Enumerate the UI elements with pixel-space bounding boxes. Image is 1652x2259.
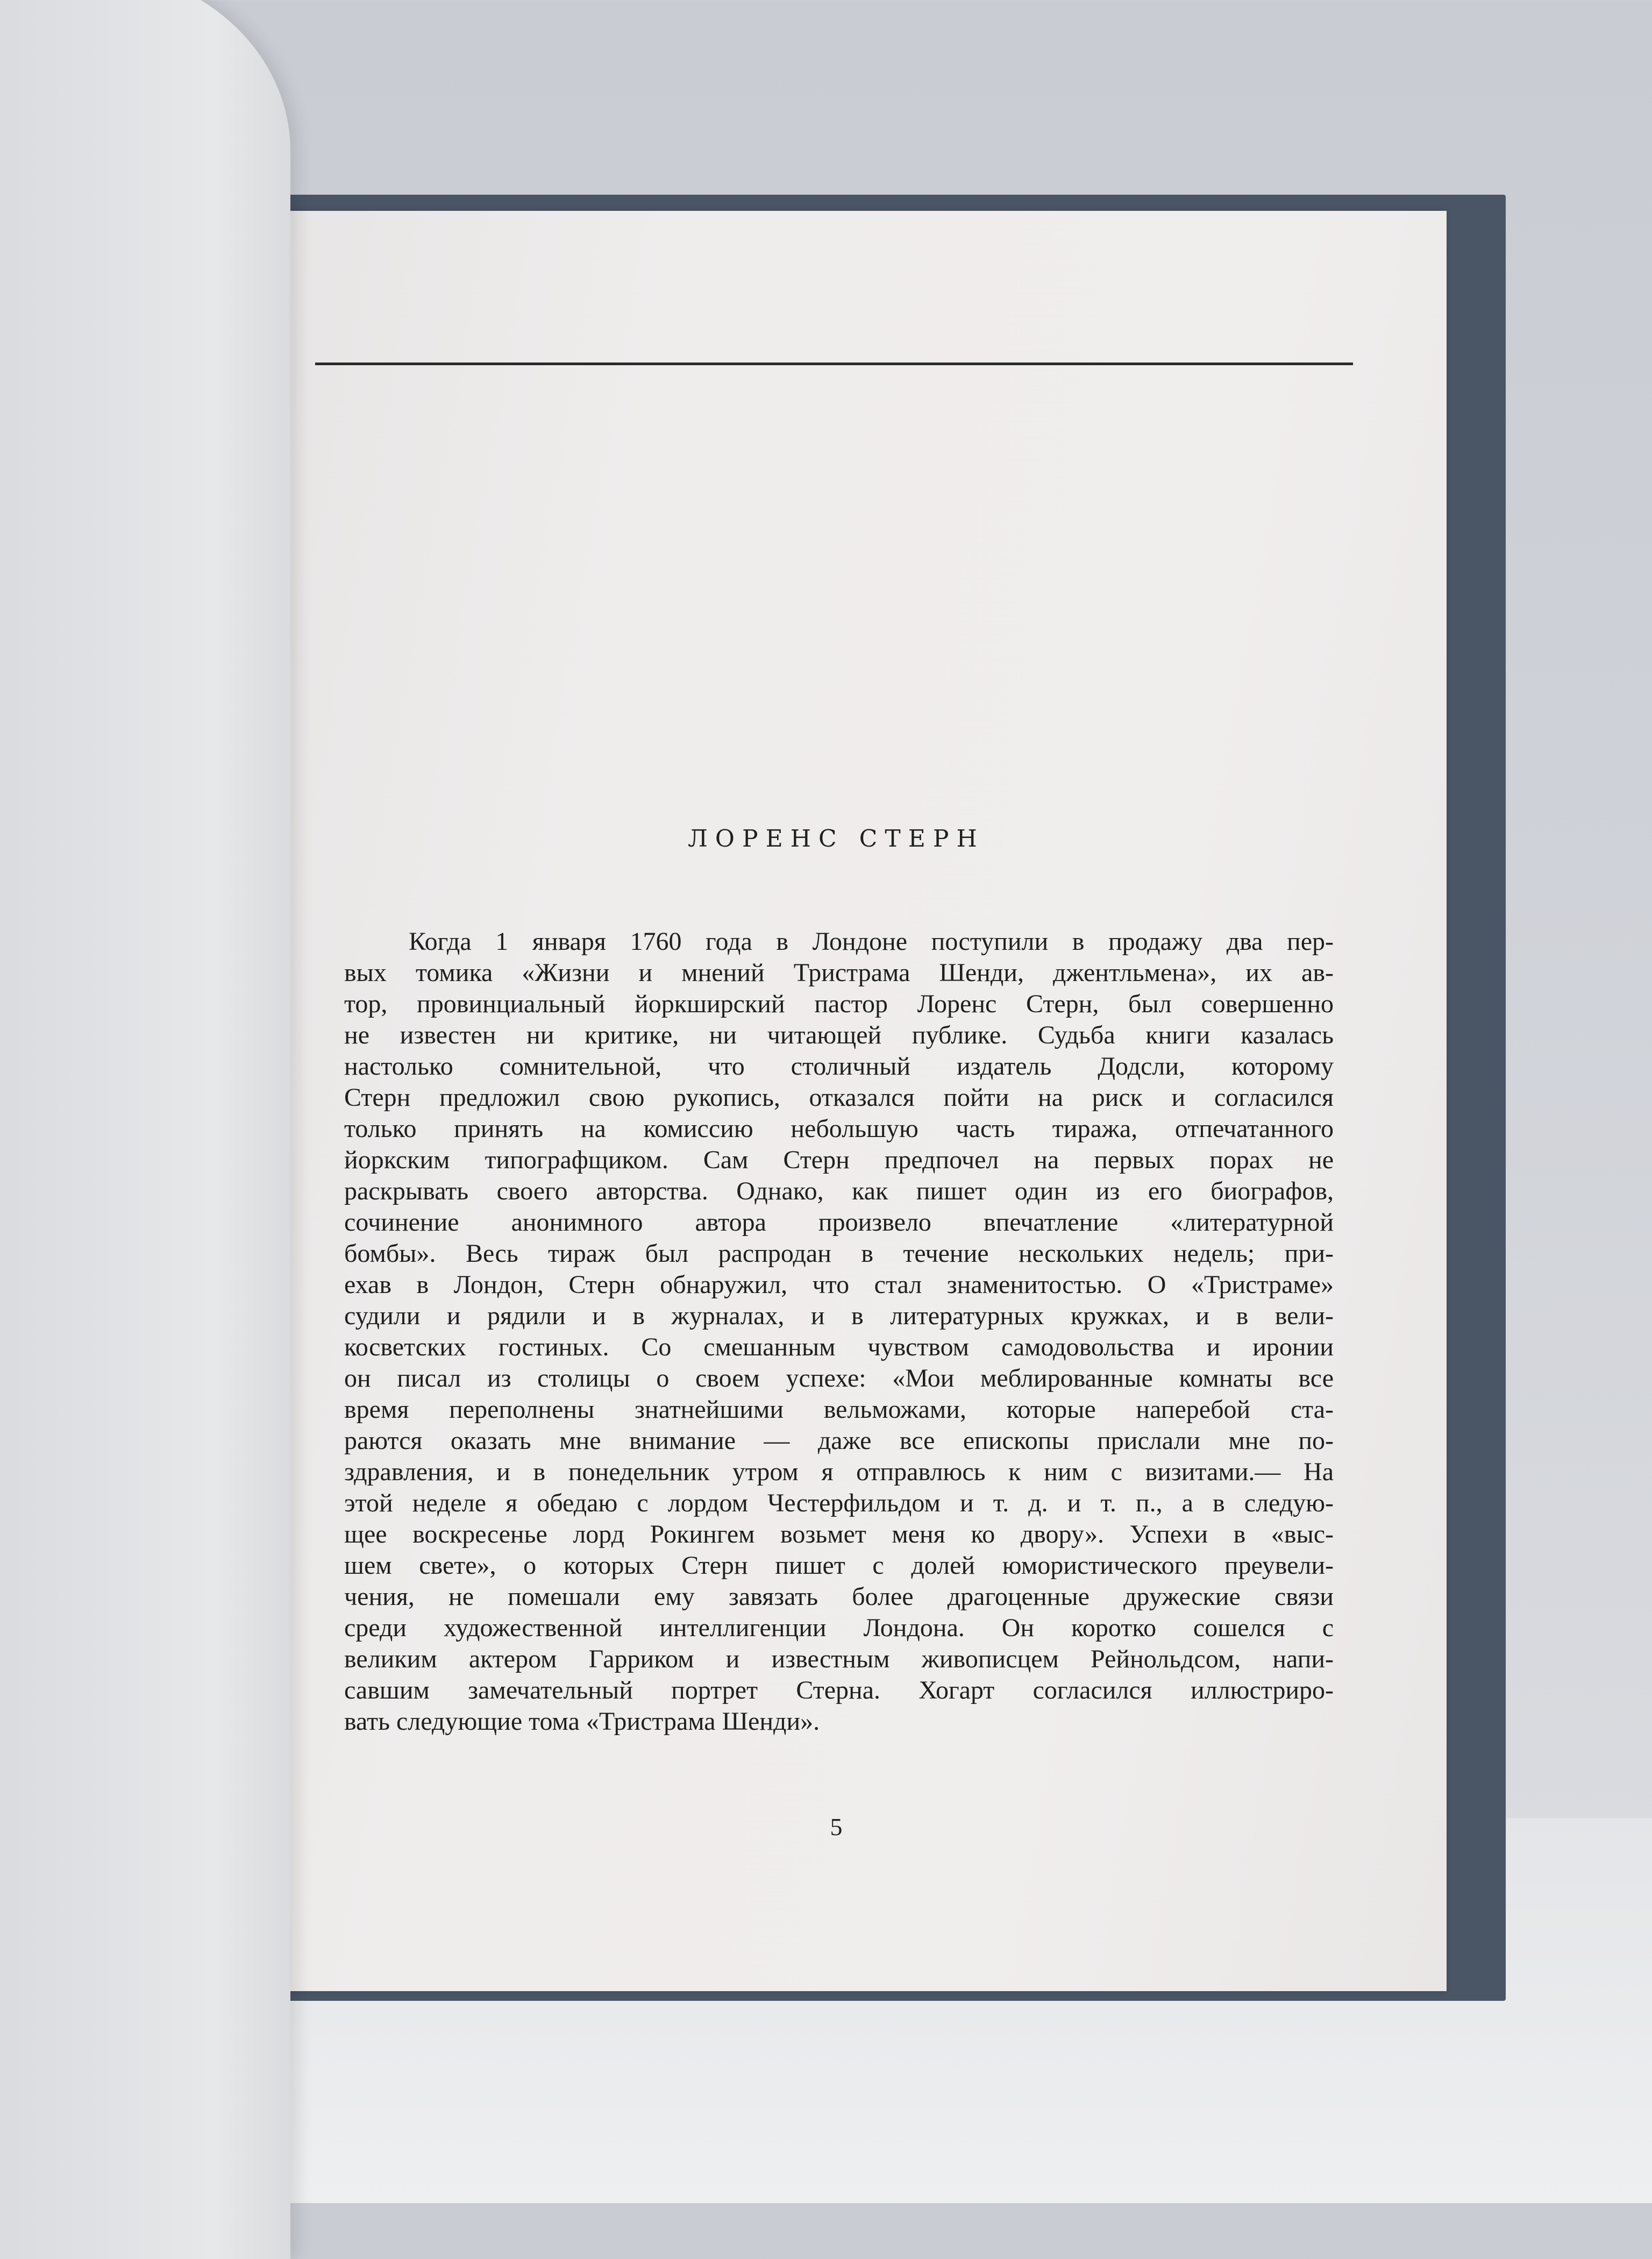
text-line: шем свете», о которых Стерн пишет с долей юмористического преувели- — [344, 1551, 1334, 1580]
text-line: раскрывать своего авторства. Однако, как пишет один из его биографов, — [344, 1177, 1334, 1205]
text-line: раются оказать мне внимание — даже все епископы прислали мне по- — [344, 1426, 1334, 1455]
text-line: косветских гостиных. Со смешанным чувством самодовольства и иронии — [344, 1333, 1334, 1361]
text-line: судили и рядили и в журналах, и в литературных кружках, и в вели- — [344, 1302, 1334, 1330]
text-line: этой неделе я обедаю с лордом Честерфильдом и т. д. и т. п., а в следую- — [344, 1489, 1334, 1517]
text-line: вать следующие тома «Тристрама Шенди». — [344, 1707, 820, 1736]
page-number: 5 — [830, 1813, 843, 1841]
text-line: не известен ни критике, ни читающей публике. Судьба книги казалась — [344, 1021, 1334, 1049]
text-line: время переполнены знатнейшими вельможами, которые наперебой ста- — [344, 1395, 1334, 1424]
text-line: чения, не помешали ему завязать более драгоценные дружеские связи — [344, 1582, 1334, 1611]
text-line: Стерн предложил свою рукопись, отказался пойти на риск и согласился — [344, 1083, 1334, 1112]
text-line: только принять на комиссию небольшую часть тиража, отпечатанного — [344, 1114, 1334, 1143]
text-line: тор, провинциальный йоркширский пастор Лоренс Стерн, был совершенно — [344, 990, 1334, 1018]
body-paragraph — [344, 926, 1334, 1737]
text-line: ехав в Лондон, Стерн обнаружил, что стал знаменитостью. О «Тристраме» — [344, 1270, 1334, 1299]
text-line: Когда 1 января 1760 года в Лондоне поступили в продажу два пер- — [409, 927, 1334, 956]
text-line: среди художественной интеллигенции Лондона. Он коротко сошелся с — [344, 1614, 1334, 1642]
text-line: йоркским типографщиком. Сам Стерн предпочел на первых порах не — [344, 1146, 1334, 1174]
text-line: бомбы». Весь тираж был распродан в течение нескольких недель; при- — [344, 1239, 1334, 1268]
text-line: он писал из столицы о своем успехе: «Мои меблированные комнаты все — [344, 1364, 1334, 1393]
chapter-title: ЛОРЕНС СТЕРН — [688, 825, 985, 853]
text-line: вых томика «Жизни и мнений Тристрама Шенди, джентльмена», их ав- — [344, 958, 1334, 987]
text-line: сочинение анонимного автора произвело впечатление «литературной — [344, 1208, 1334, 1237]
book-page — [226, 211, 1447, 1991]
text-line: великим актером Гарриком и известным живописцем Рейнольдсом, напи- — [344, 1645, 1334, 1673]
text-line: савшим замечательный портрет Стерна. Хогарт согласился иллюстриро- — [344, 1676, 1334, 1704]
text-line: настолько сомнительной, что столичный издатель Додсли, которому — [344, 1052, 1334, 1081]
text-line: щее воскресенье лорд Рокингем возьмет меня ко двору». Успехи в «выс- — [344, 1520, 1334, 1548]
text-line: здравления, и в понедельник утром я отправлюсь к ним с визитами.— На — [344, 1458, 1334, 1486]
facing-page-curl — [0, 0, 290, 2259]
header-rule — [315, 363, 1353, 365]
